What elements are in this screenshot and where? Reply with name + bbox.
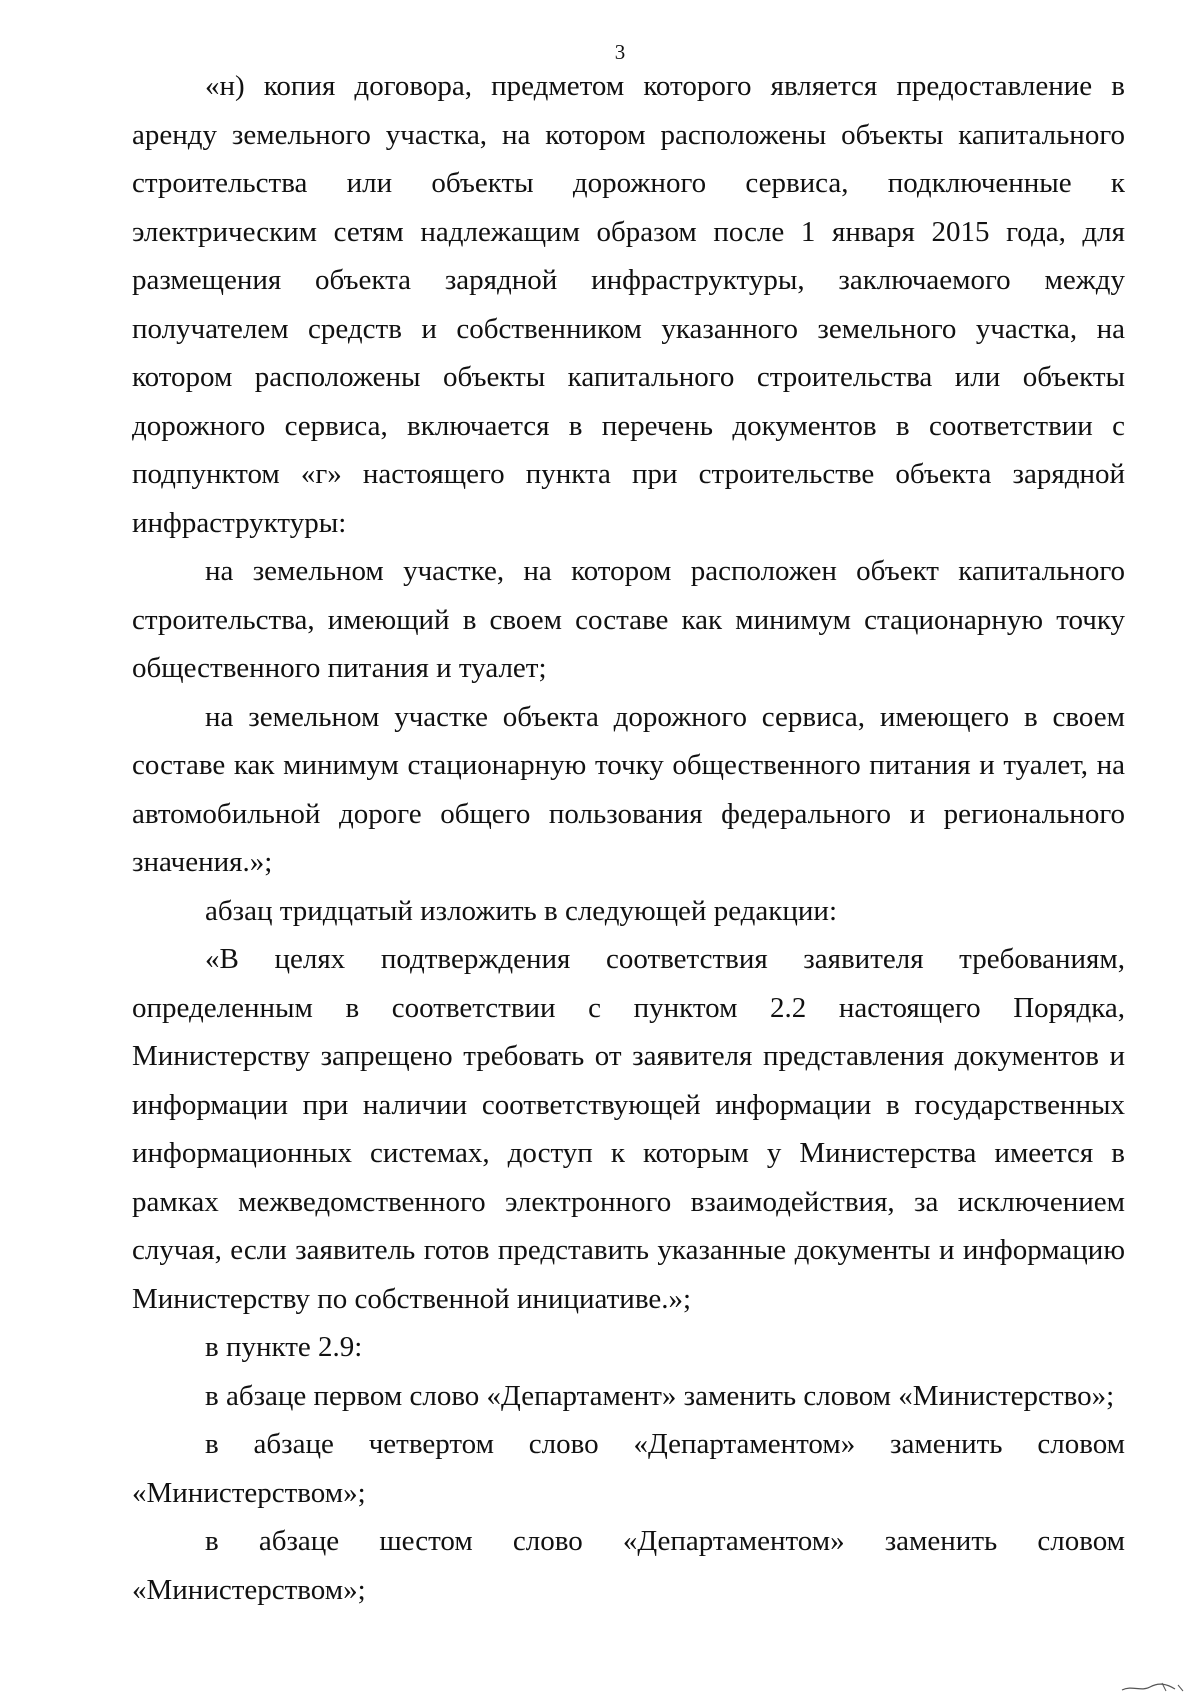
paragraph-item-n: «н) копия договора, предметом которого является предоставление в аренду земельного участка, на котором расположены объекты капитального строительства или объекты дорожного сервиса, подключенные к электрическим сетям надлежащим образом после 1 января 2015 года, для размещения объекта зарядной инфраструктуры, заключаемого между получателем средств и собственником указанного земельного участка, на котором расположены объекты капитального строительства или объекты дорожного сервиса, включается в перечень документов в соответствии с подпунктом «г» настоящего пункта при строительстве объекта зарядной инфраструктуры: bbox=[132, 70, 1125, 539]
paragraph-fourth-replacement: в абзаце четвертом слово «Департаментом» заменить словом «Министерством»; bbox=[132, 1428, 1125, 1509]
scan-mark-icon bbox=[1118, 1681, 1188, 1693]
document-body bbox=[132, 62, 1125, 1614]
page-number: 3 bbox=[614, 40, 626, 64]
paragraph-capital-construction: на земельном участке, на котором расположен объект капитального строительства, имеющий в своем составе как минимум стационарную точку общественного питания и туалет; bbox=[132, 555, 1125, 684]
paragraph-road-service: на земельном участке объекта дорожного сервиса, имеющего в своем составе как минимум стационарную точку общественного питания и туалет, на автомобильной дороге общего пользования федерального и регионального значения.»; bbox=[132, 700, 1125, 878]
paragraph-clause-2-9: в пункте 2.9: bbox=[205, 1331, 363, 1363]
paragraph-first-replacement: в абзаце первом слово «Департамент» заменить словом «Министерство»; bbox=[205, 1379, 1115, 1412]
paragraph-quoted-requirements: «В целях подтверждения соответствия заявителя требованиям, определенным в соответствии с пунктом 2.2 настоящего Порядка, Министерству запрещено требовать от заявителя представления документов и информации при наличии соответствующей информации в государственных информационных системах, доступ к которым у Министерства имеется в рамках межведомственного электронного взаимодействия, за исключением случая, если заявитель готов представить указанные документы и информацию Министерству по собственной инициативе.»; bbox=[132, 943, 1125, 1315]
paragraph-thirtieth-amendment: абзац тридцатый изложить в следующей редакции: bbox=[205, 894, 838, 927]
paragraph-sixth-replacement: в абзаце шестом слово «Департаментом» заменить словом «Министерством»; bbox=[132, 1525, 1125, 1606]
